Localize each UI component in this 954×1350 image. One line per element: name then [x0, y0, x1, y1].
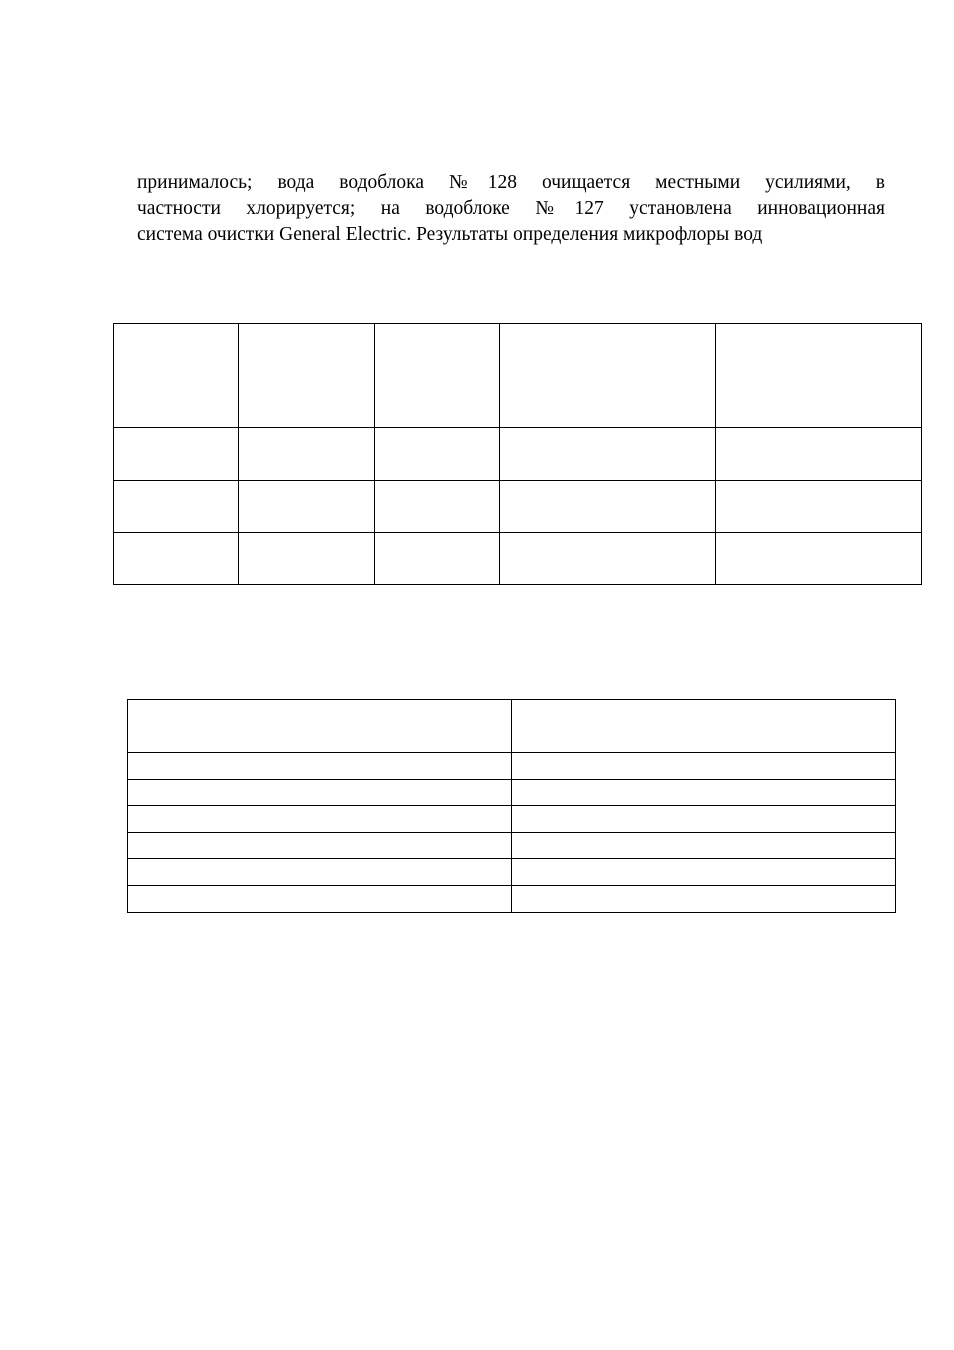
table-cell	[375, 481, 500, 533]
table-cell	[114, 481, 239, 533]
table-row	[128, 886, 896, 913]
table-cell	[128, 886, 512, 913]
table-cell	[375, 533, 500, 585]
table-cell	[716, 428, 922, 481]
table-cell	[239, 428, 375, 481]
empty-table-1	[113, 323, 922, 585]
table-row	[128, 833, 896, 859]
table-cell	[239, 324, 375, 428]
table-cell	[500, 481, 716, 533]
table-cell	[512, 700, 896, 753]
table-cell	[128, 753, 512, 780]
table-cell	[128, 700, 512, 753]
table-cell	[128, 833, 512, 859]
table-cell	[512, 780, 896, 806]
table-cell	[716, 324, 922, 428]
table-cell	[128, 806, 512, 833]
table-cell	[239, 481, 375, 533]
table-cell	[375, 324, 500, 428]
table-cell	[239, 533, 375, 585]
table-row	[114, 428, 922, 481]
table-cell	[375, 428, 500, 481]
paragraph-line: частности хлорируется; на водоблоке №127 установлена инновационная	[137, 198, 885, 219]
table-cell	[114, 533, 239, 585]
table-cell	[512, 753, 896, 780]
table-row	[114, 533, 922, 585]
table-cell	[114, 428, 239, 481]
table-cell	[500, 533, 716, 585]
table-row	[128, 859, 896, 886]
table-row	[128, 780, 896, 806]
table-cell	[500, 428, 716, 481]
table-row	[128, 753, 896, 780]
table-cell	[128, 780, 512, 806]
table-cell	[716, 533, 922, 585]
paragraph-line: принималось; вода водоблока №128 очищается местными усилиями, в	[137, 172, 885, 193]
table-cell	[512, 886, 896, 913]
table-row	[128, 806, 896, 833]
table-header-row	[128, 700, 896, 753]
table-cell	[128, 859, 512, 886]
table-cell	[716, 481, 922, 533]
table-row	[114, 481, 922, 533]
table-cell	[114, 324, 239, 428]
table-cell	[500, 324, 716, 428]
empty-table-2	[127, 699, 896, 913]
body-paragraph	[137, 170, 885, 248]
paragraph-line: система очистки General Electric. Результаты определения микрофлоры вод	[137, 224, 763, 245]
table-header-row	[114, 324, 922, 428]
table-cell	[512, 833, 896, 859]
table-cell	[512, 806, 896, 833]
table-cell	[512, 859, 896, 886]
